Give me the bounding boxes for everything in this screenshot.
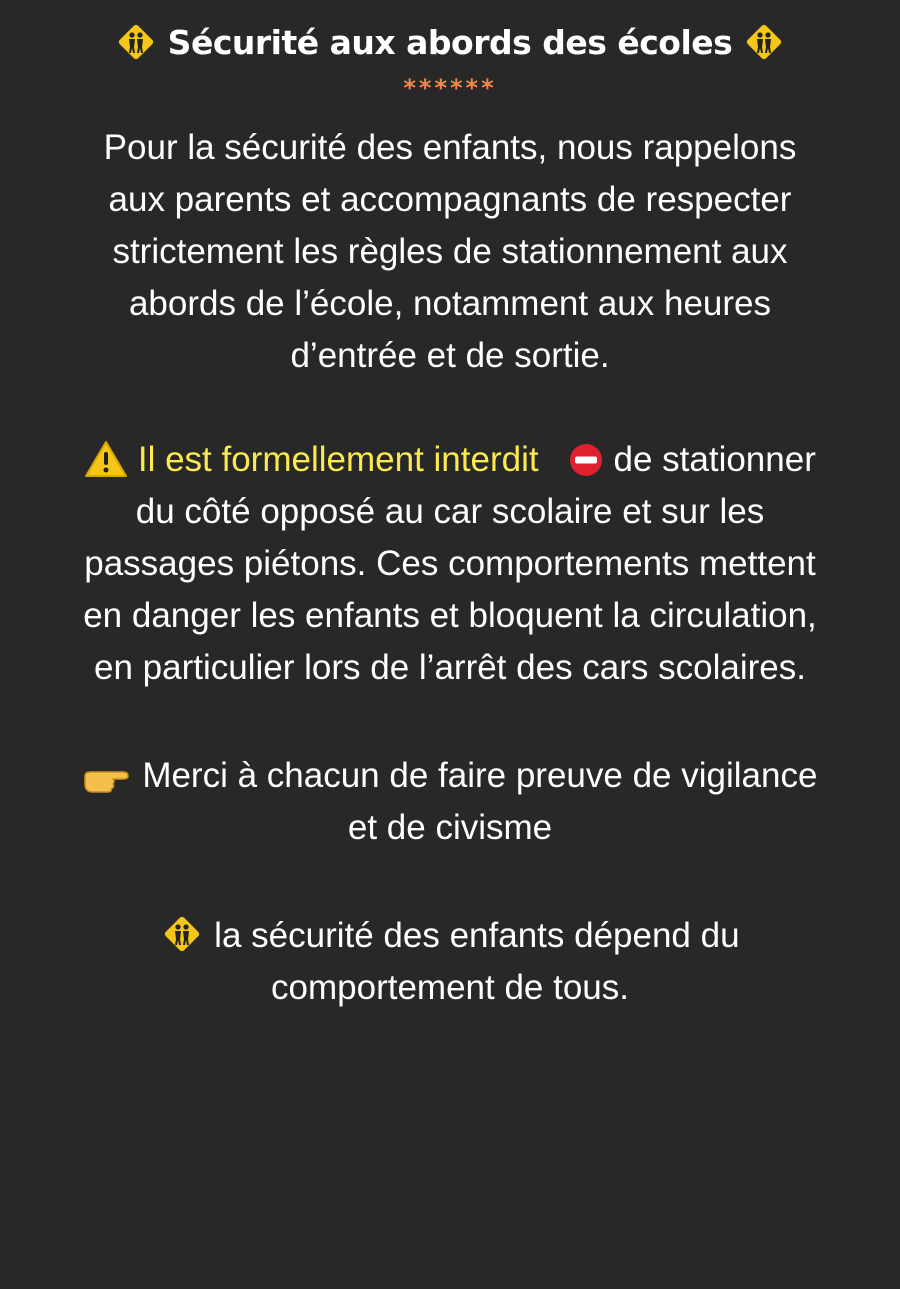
text-line: Pour la sécurité des enfants, nous rappelons <box>103 128 797 167</box>
no-entry-icon <box>568 442 604 478</box>
school-crossing-sign-icon <box>160 912 204 956</box>
text-line: aux parents et accompagnants de respecter <box>108 180 792 219</box>
school-crossing-sign-icon <box>114 20 158 64</box>
pointing-hand-icon <box>83 764 133 794</box>
text-line: passages piétons. Ces comportements mettent <box>84 544 816 583</box>
highlight-text: Il est formellement interdit <box>137 440 539 479</box>
warning-icon <box>84 440 128 478</box>
text-line: en danger les enfants et bloquent la circulation, <box>83 596 817 635</box>
paragraph-warning <box>0 434 900 694</box>
paragraph-closing <box>0 910 900 1014</box>
text-line: comportement de tous. <box>271 968 629 1007</box>
title-row <box>0 18 900 66</box>
text-fragment: de stationner <box>613 440 816 479</box>
text-line: d’entrée et de sortie. <box>290 336 610 375</box>
text-line: abords de l’école, notamment aux heures <box>128 284 772 323</box>
text-fragment: la sécurité des enfants dépend du <box>214 916 740 955</box>
text-line: et de civisme <box>347 808 553 847</box>
text-line: strictement les règles de stationnement aux <box>112 232 788 271</box>
school-crossing-sign-icon <box>742 20 786 64</box>
thanks-line <box>0 750 900 802</box>
closing-line <box>0 910 900 962</box>
paragraph-intro <box>0 122 900 382</box>
text-line: en particulier lors de l’arrêt des cars scolaires. <box>94 648 806 687</box>
page-title: Sécurité aux abords des écoles <box>167 22 733 62</box>
warning-line <box>0 434 900 486</box>
text-line: du côté opposé au car scolaire et sur les <box>135 492 765 531</box>
text-fragment: Merci à chacun de faire preuve de vigilance <box>142 756 818 795</box>
decorative-divider: ****** <box>403 74 497 102</box>
paragraph-thanks <box>0 750 900 854</box>
